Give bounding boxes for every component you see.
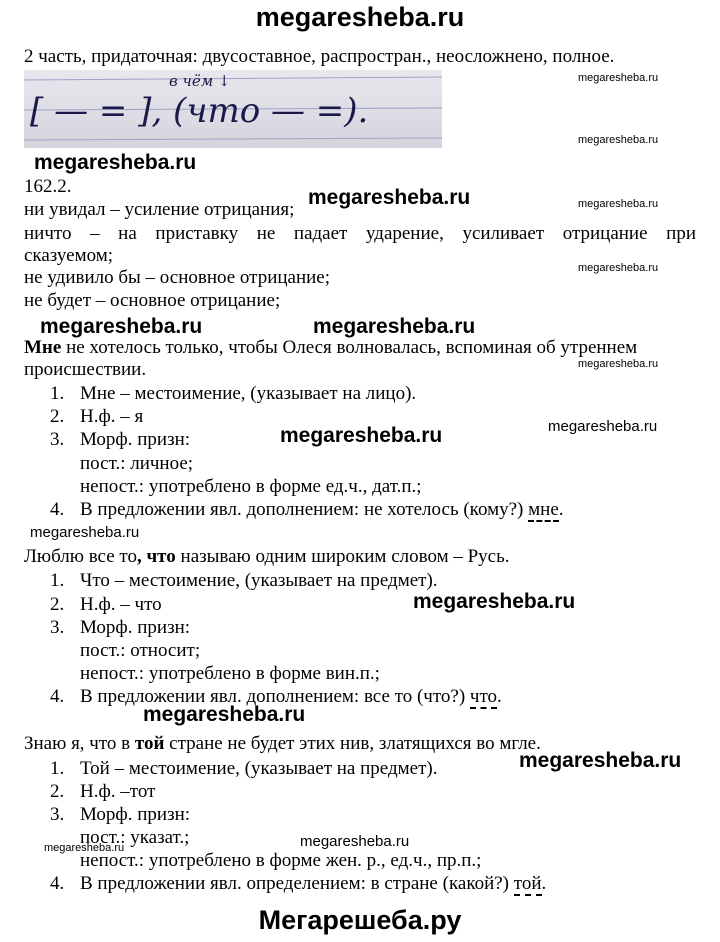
watermark: megaresheba.ru: [313, 315, 476, 338]
watermark: megaresheba.ru: [548, 418, 658, 435]
handwritten-scheme-image: [24, 70, 442, 148]
s1-item-4: 4. В предложении явл. дополнением: не хотелось (кому?) мне.: [50, 499, 564, 520]
sentence-2: Люблю все то, что называю одним широким словом – Русь.: [24, 546, 510, 567]
s3-item-3a: пост.: указат.;: [80, 827, 190, 848]
neg-line-3: сказуемом;: [24, 245, 114, 266]
neg-line-1: ни увидал – усиление отрицания;: [24, 199, 295, 220]
watermark: megaresheba.ru: [143, 703, 306, 726]
watermark: megaresheba.ru: [578, 134, 659, 146]
watermark: megaresheba.ru: [308, 186, 471, 209]
s1-item-2: 2. Н.ф. – я: [50, 406, 144, 427]
watermark: megaresheba.ru: [44, 842, 125, 854]
watermark: megaresheba.ru: [34, 151, 197, 174]
neg-line-4: не удивило бы – основное отрицание;: [24, 267, 331, 288]
watermark: megaresheba.ru: [30, 524, 140, 541]
watermark: megaresheba.ru: [519, 749, 682, 772]
s1-item-1: 1. Мне – местоимение, (указывает на лицо).: [50, 383, 417, 404]
scheme-drawing: [24, 70, 442, 148]
watermark: megaresheba.ru: [300, 833, 410, 850]
s2-item-3a: пост.: относит;: [80, 640, 201, 661]
s2-item-1: 1. Что – местоимение, (указывает на предмет).: [50, 570, 438, 591]
s1-item-3b: непост.: употреблено в форме ед.ч., дат.п.;: [80, 476, 422, 497]
site-header: megaresheba.ru: [255, 2, 465, 32]
section-number: 162.2.: [24, 176, 72, 197]
hand-scheme-text: [ — = ], (что — =).: [30, 91, 369, 131]
neg-line-5: не будет – основное отрицание;: [24, 290, 281, 311]
watermark: megaresheba.ru: [413, 590, 576, 613]
s3-item-4: 4. В предложении явл. определением: в стране (какой?) той.: [50, 873, 547, 894]
watermark: megaresheba.ru: [280, 424, 443, 447]
sentence-1-line-1: Мне не хотелось только, чтобы Олеся волновалась, вспоминая об утреннем: [24, 337, 638, 358]
s1-item-3a: пост.: личное;: [80, 453, 194, 474]
s1-item-3: 3. Морф. призн:: [50, 429, 191, 450]
s2-item-4: 4. В предложении явл. дополнением: все то (что?) что.: [50, 686, 502, 707]
sentence-1-line-2: происшествии.: [24, 359, 147, 380]
s3-item-1: 1. Той – местоимение, (указывает на предмет).: [50, 758, 438, 779]
s2-item-2: 2. Н.ф. – что: [50, 594, 162, 615]
watermark: megaresheba.ru: [578, 358, 659, 370]
watermark: megaresheba.ru: [578, 198, 659, 210]
neg-line-2: ничто – на приставку не падает ударение, усиливает отрицание при: [24, 223, 696, 244]
watermark: megaresheba.ru: [40, 315, 203, 338]
s2-item-3: 3. Морф. призн:: [50, 617, 191, 638]
hand-above-text: в чём ↓: [169, 72, 231, 90]
s3-item-2: 2. Н.ф. –тот: [50, 781, 156, 802]
s2-item-3b: непост.: употреблено в форме вин.п.;: [80, 663, 380, 684]
site-footer: Мегарешеба.ру: [258, 905, 462, 935]
s3-item-3: 3. Морф. призн:: [50, 804, 191, 825]
watermark: megaresheba.ru: [578, 262, 659, 274]
scheme-caption: 2 часть, придаточная: двусоставное, распростран., неосложнено, полное.: [24, 46, 615, 67]
sentence-3: Знаю я, что в той стране не будет этих нив, златящихся во мгле.: [24, 733, 541, 754]
watermark: megaresheba.ru: [578, 72, 659, 84]
s3-item-3b: непост.: употреблено в форме жен. р., ед.ч., пр.п.;: [80, 850, 482, 871]
